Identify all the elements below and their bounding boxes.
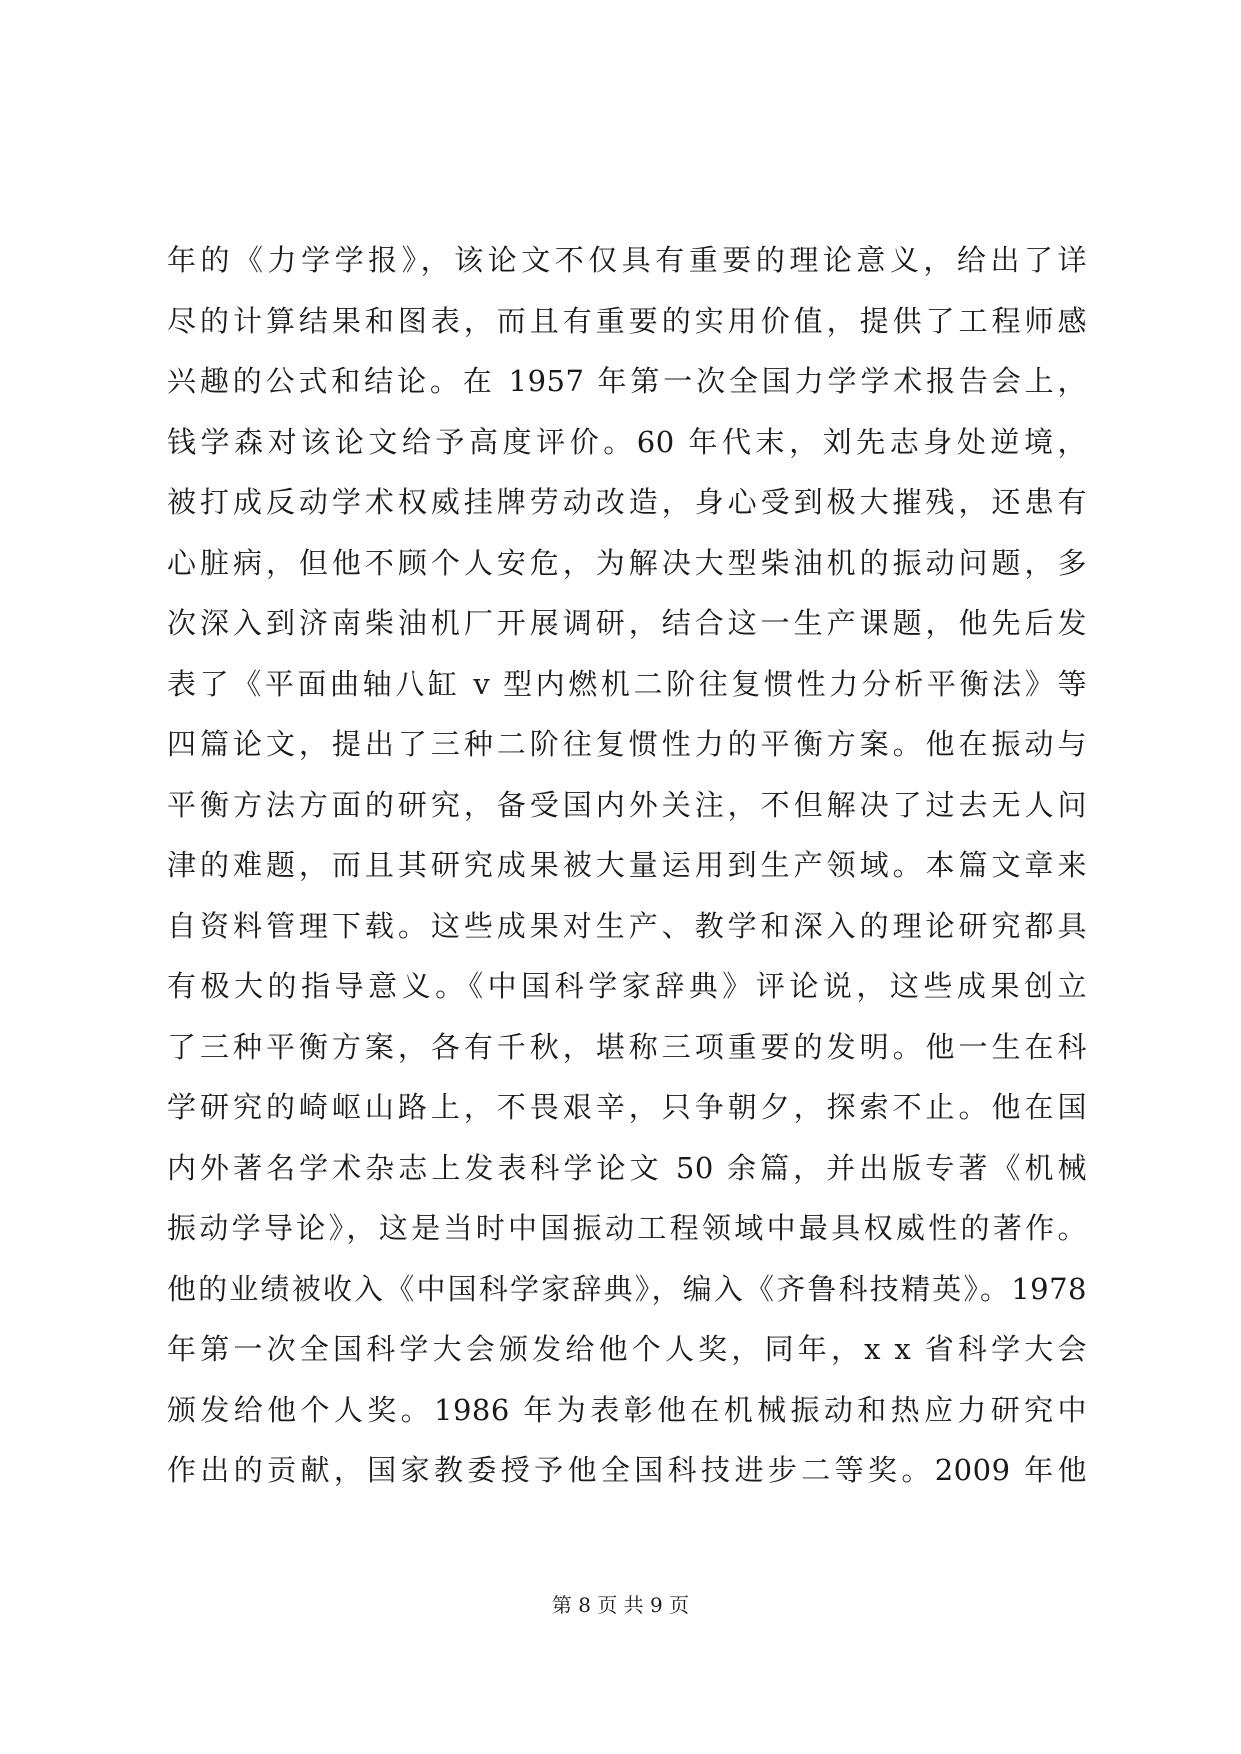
body-text bbox=[167, 230, 1087, 1501]
text-line: 平衡方法方面的研究，备受国内外关注，不但解决了过去无人问 bbox=[167, 787, 1087, 822]
text-line: 津的难题，而且其研究成果被大量运用到生产领域。本篇文章来 bbox=[167, 848, 1087, 882]
page-footer bbox=[0, 1590, 1241, 1620]
text-line: 次深入到济南柴油机厂开展调研，结合这一生产课题，他先后发 bbox=[167, 606, 1087, 640]
text-line: 振动学导论》，这是当时中国振动工程领域中最具权威性的著作。 bbox=[167, 1211, 1087, 1245]
text-line: 内外著名学术杂志上发表科学论文 50 余篇，并出版专著《机械 bbox=[167, 1150, 1087, 1185]
text-line: 有极大的指导意义。《中国科学家辞典》评论说，这些成果创立 bbox=[167, 969, 1087, 1003]
text-line: 心脏病，但他不顾个人安危，为解决大型柴油机的振动问题，多 bbox=[167, 545, 1087, 580]
text-line: 他的业绩被收入《中国科学家辞典》，编入《齐鲁科技精英》。1978 bbox=[167, 1271, 1087, 1306]
page-number-label: 第 8 页 共 9 页 bbox=[551, 1593, 690, 1617]
text-line: 自资料管理下载。这些成果对生产、教学和深入的理论研究都具 bbox=[167, 908, 1087, 943]
text-line: 学研究的崎岖山路上，不畏艰辛，只争朝夕，探索不止。他在国 bbox=[167, 1090, 1087, 1124]
text-line: 年的《力学学报》，该论文不仅具有重要的理论意义，给出了详 bbox=[167, 243, 1087, 277]
text-line: 颁发给他个人奖。1986 年为表彰他在机械振动和热应力研究中 bbox=[167, 1392, 1087, 1427]
text-line: 尽的计算结果和图表，而且有重要的实用价值，提供了工程师感 bbox=[167, 303, 1087, 338]
text-line: 兴趣的公式和结论。在 1957 年第一次全国力学学术报告会上， bbox=[167, 364, 1087, 398]
text-line: 表了《平面曲轴八缸 v 型内燃机二阶往复惯性力分析平衡法》等 bbox=[167, 666, 1087, 701]
text-line: 了三种平衡方案，各有千秋，堪称三项重要的发明。他一生在科 bbox=[167, 1029, 1087, 1064]
text-line: 钱学森对该论文给予高度评价。60 年代末，刘先志身处逆境， bbox=[167, 424, 1087, 459]
text-line: 被打成反动学术权威挂牌劳动改造，身心受到极大摧残，还患有 bbox=[167, 485, 1087, 519]
text-line: 作出的贡献，国家教委授予他全国科技进步二等奖。2009 年他 bbox=[167, 1453, 1087, 1487]
text-line: 年第一次全国科学大会颁发给他个人奖，同年，x x 省科学大会 bbox=[167, 1332, 1087, 1366]
text-line: 四篇论文，提出了三种二阶往复惯性力的平衡方案。他在振动与 bbox=[167, 727, 1087, 761]
